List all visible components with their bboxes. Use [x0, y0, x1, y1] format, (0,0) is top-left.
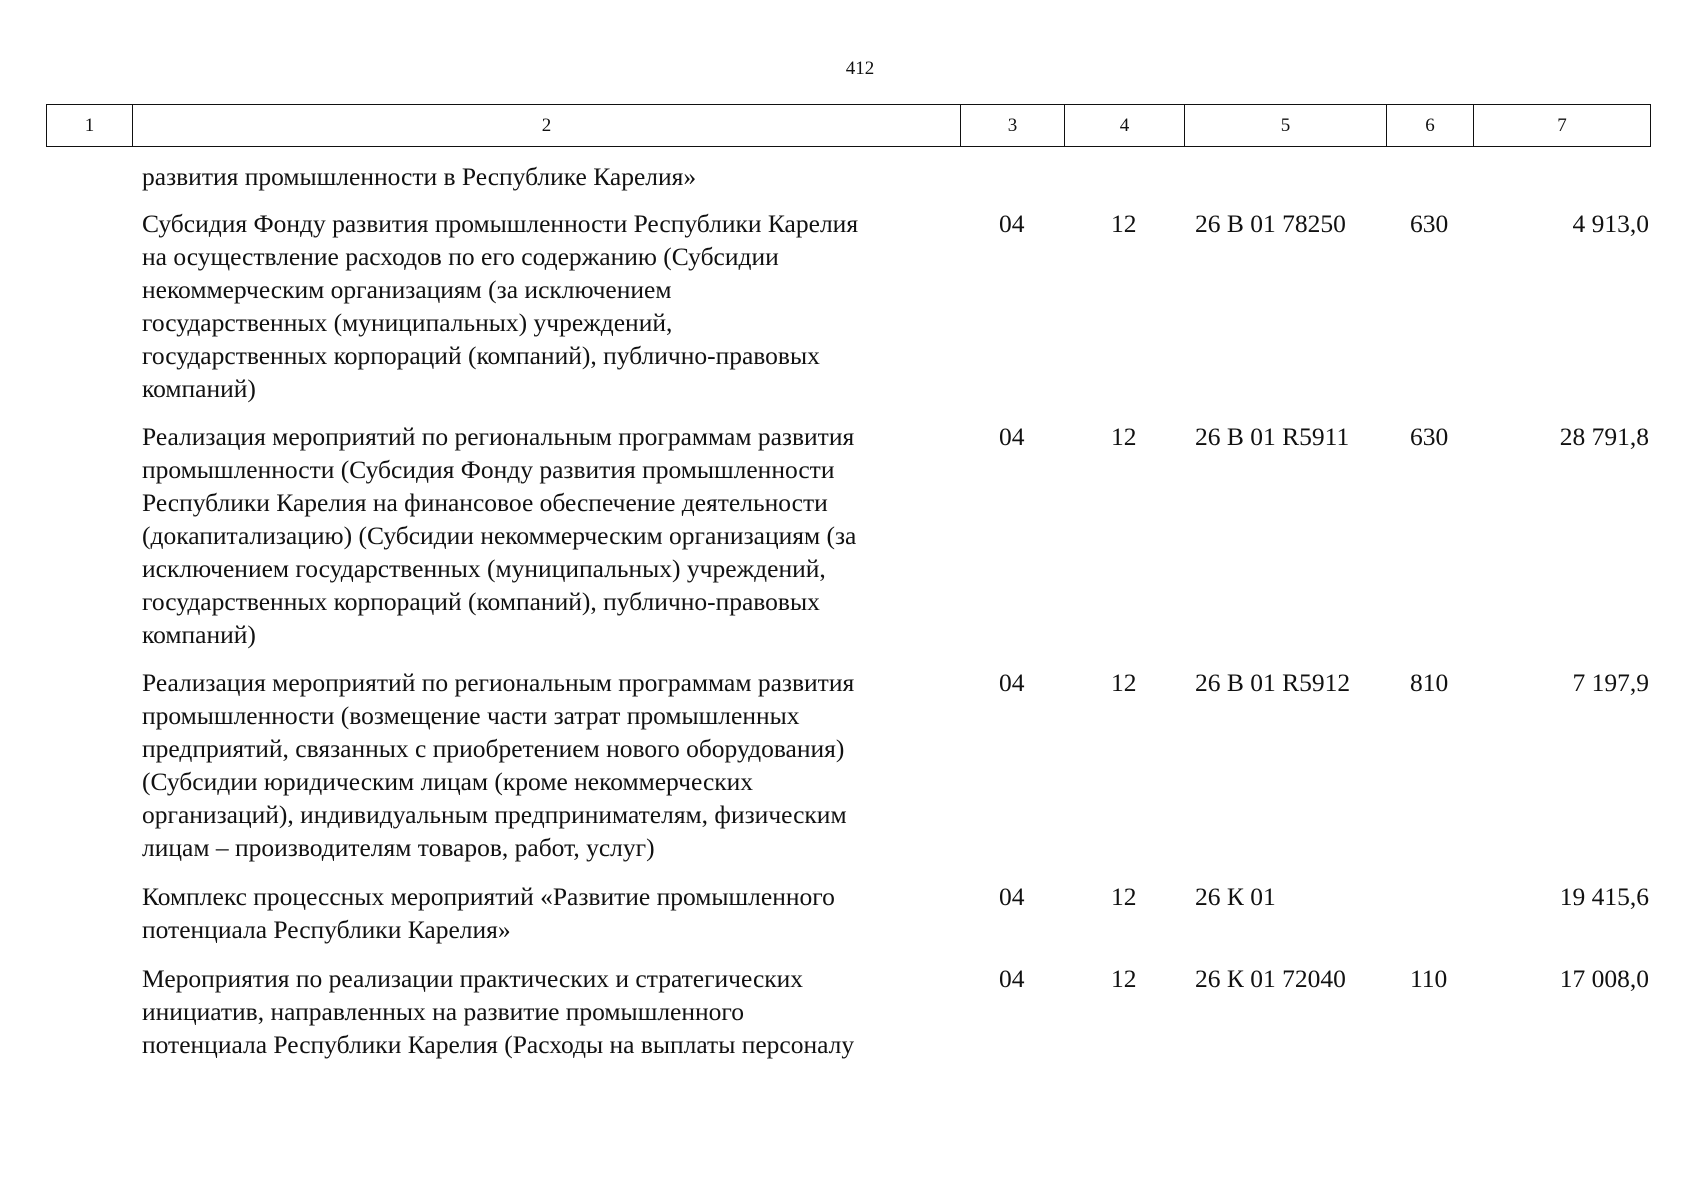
item-description — [142, 160, 962, 193]
description-line: Реализация мероприятий по региональным программам развития — [142, 668, 855, 697]
item-description — [142, 962, 962, 1061]
description-line: компаний) — [142, 620, 256, 649]
amount: 7 197,9 — [1572, 668, 1649, 697]
description-line: государственных (муниципальных) учреждений, — [142, 308, 673, 337]
column-header-3: 3 — [961, 105, 1065, 147]
item-description — [142, 207, 962, 405]
subsection-code: 12 — [1111, 422, 1137, 451]
description-line: промышленности (возмещение части затрат промышленных — [142, 701, 800, 730]
column-header-2: 2 — [133, 105, 961, 147]
amount: 19 415,6 — [1559, 882, 1649, 911]
description-line: Комплекс процессных мероприятий «Развитие промышленного — [142, 882, 835, 911]
subsection-code: 12 — [1111, 668, 1137, 697]
description-line: исключением государственных (муниципальных) учреждений, — [142, 554, 826, 583]
expense-type-code: 810 — [1410, 668, 1449, 697]
description-line: (докапитализацию) (Субсидии некоммерческим организациям (за — [142, 521, 857, 550]
section-code: 04 — [999, 422, 1025, 451]
description-line: государственных корпораций (компаний), публично-правовых — [142, 587, 820, 616]
amount: 28 791,8 — [1559, 422, 1649, 451]
description-line: предприятий, связанных с приобретением нового оборудования) — [142, 734, 845, 763]
column-header-row — [46, 104, 1651, 147]
column-header-4: 4 — [1065, 105, 1185, 147]
description-line: организаций), индивидуальным предпринимателям, физическим — [142, 800, 847, 829]
description-line: потенциала Республики Карелия (Расходы на выплаты персоналу — [142, 1030, 855, 1059]
column-header-5: 5 — [1185, 105, 1387, 147]
target-article-code: 26 В 01 78250 — [1195, 209, 1346, 238]
section-code: 04 — [999, 209, 1025, 238]
description-line: промышленности (Субсидия Фонду развития промышленности — [142, 455, 835, 484]
description-line: на осуществление расходов по его содержанию (Субсидии — [142, 242, 779, 271]
subsection-code: 12 — [1111, 964, 1137, 993]
description-line: государственных корпораций (компаний), публично-правовых — [142, 341, 820, 370]
expense-type-code: 110 — [1410, 964, 1448, 993]
page-number: 412 — [845, 58, 875, 79]
column-header-6: 6 — [1387, 105, 1474, 147]
expense-type-code: 630 — [1410, 209, 1449, 238]
item-description — [142, 880, 962, 946]
column-header-1: 1 — [47, 105, 133, 147]
column-header-7: 7 — [1474, 105, 1651, 147]
description-line: Реализация мероприятий по региональным программам развития — [142, 422, 855, 451]
subsection-code: 12 — [1111, 209, 1137, 238]
description-line: развития промышленности в Республике Карелия» — [142, 162, 697, 191]
target-article-code: 26 В 01 R5912 — [1195, 668, 1351, 697]
amount: 17 008,0 — [1559, 964, 1649, 993]
description-line: Республики Карелия на финансовое обеспечение деятельности — [142, 488, 828, 517]
section-code: 04 — [999, 668, 1025, 697]
description-line: инициатив, направленных на развитие промышленного — [142, 997, 744, 1026]
target-article-code: 26 К 01 72040 — [1195, 964, 1346, 993]
subsection-code: 12 — [1111, 882, 1137, 911]
description-line: Мероприятия по реализации практических и стратегических — [142, 964, 804, 993]
description-line: (Субсидии юридическим лицам (кроме некоммерческих — [142, 767, 754, 796]
description-line: некоммерческим организациям (за исключением — [142, 275, 672, 304]
description-line: потенциала Республики Карелия» — [142, 915, 511, 944]
amount: 4 913,0 — [1572, 209, 1649, 238]
description-line: Субсидия Фонду развития промышленности Республики Карелия — [142, 209, 859, 238]
target-article-code: 26 К 01 — [1195, 882, 1276, 911]
item-description — [142, 420, 962, 651]
expense-type-code: 630 — [1410, 422, 1449, 451]
description-line: компаний) — [142, 374, 256, 403]
section-code: 04 — [999, 882, 1025, 911]
item-description — [142, 666, 962, 864]
target-article-code: 26 В 01 R5911 — [1195, 422, 1350, 451]
description-line: лицам – производителям товаров, работ, услуг) — [142, 833, 655, 862]
section-code: 04 — [999, 964, 1025, 993]
